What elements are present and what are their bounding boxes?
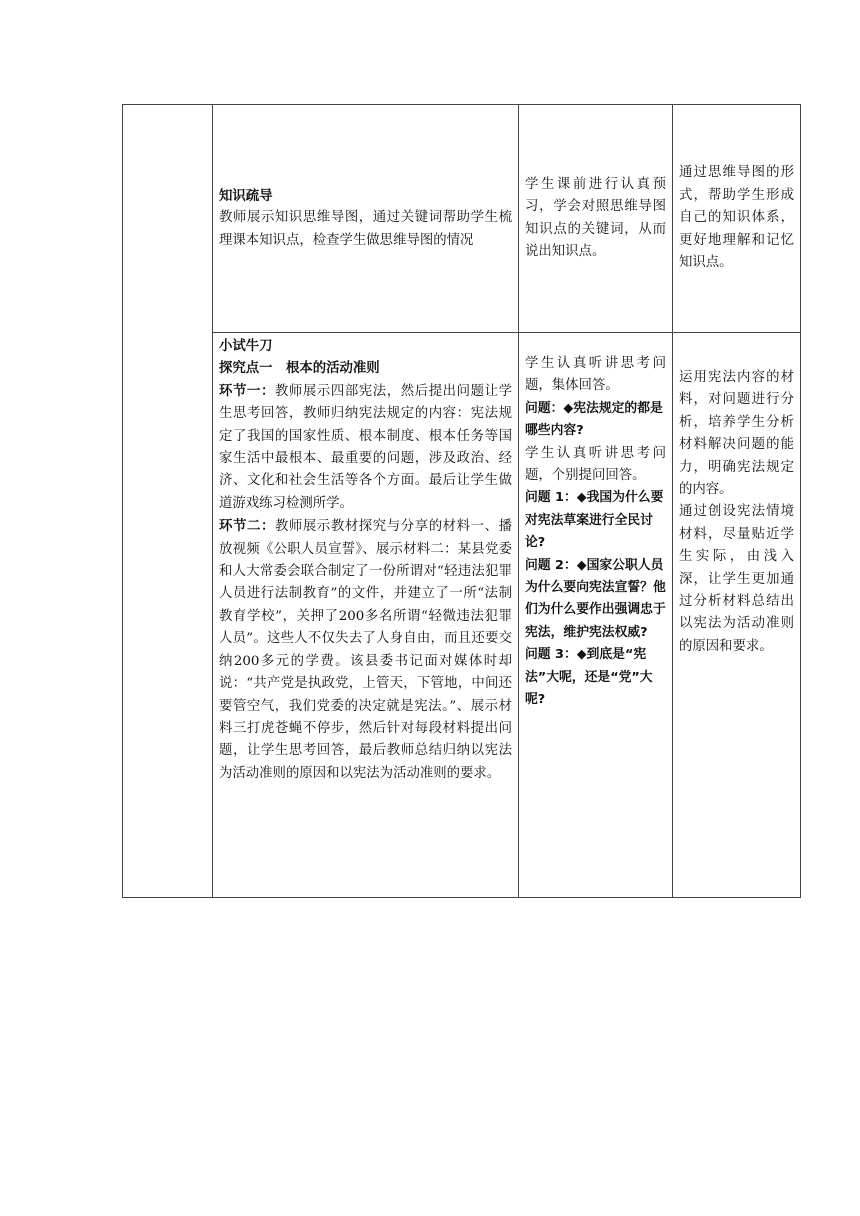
teacher-text: 教师展示知识思维导图，通过关键词帮助学生梳理课本知识点，检查学生做思维导图的情况 bbox=[219, 210, 512, 248]
teacher-segment-1 bbox=[219, 380, 512, 515]
segment-text: 教师展示四部宪法，然后提出问题让学生思考回答，教师归纳宪法规定的内容：宪法规定了我国的国家性质、根本制度、根本任务等国家生活中最根本、最重要的问题，涉及政治、经济、文化和社会生活等各个方面。最后让学生做道游戏练习检测所学。 bbox=[219, 383, 512, 511]
student-text: 学生认真听讲思考问题，个别提问回答。 bbox=[525, 445, 666, 484]
table-row bbox=[123, 105, 801, 333]
teacher-title: 小试牛刀 bbox=[219, 338, 273, 354]
segment-label: 环节二： bbox=[219, 518, 275, 535]
segment-text: 教师展示教材探究与分享的材料一、播放视频《公职人员宣誓》、展示材料二：某县党委和人大常委会联合制定了一份所谓对“轻违法犯罪人员进行法制教育”的文件，并建立了一所“法制教育学校”，关押了200多名所谓“轻微违法犯罪人员”。这些人不仅失去了人身自由，而且还要交纳200多元的学费。该县委书记面对媒体时却说：“共产党是执政党，上管天，下管地，中间还要管空气，我们党委的决定就是宪法。”、展示材料三打虎苍蝇不停步，然后针对每段材料提出问题，让学生思考回答，最后教师总结归纳以宪法为活动准则的原因和以宪法为活动准则的要求。 bbox=[219, 519, 512, 781]
student-text: 学生课前进行认真预习，学会对照思维导图知识点的关键词，从而说出知识点。 bbox=[525, 176, 666, 259]
purpose-text: 通过创设宪法情境材料，尽量贴近学生实际，由浅入深，让学生更加通过分析材料总结出以宪法为活动准则的原因和要求。 bbox=[679, 504, 794, 654]
teacher-activity-cell bbox=[213, 105, 519, 333]
teacher-title: 知识疏导 bbox=[219, 187, 273, 204]
stage-cell bbox=[123, 105, 213, 898]
lesson-plan-table bbox=[122, 104, 801, 898]
table-row bbox=[123, 333, 801, 898]
teacher-subtitle: 探究点一 根本的活动准则 bbox=[219, 360, 380, 377]
student-question: 问题 1：◆我国为什么要对宪法草案进行全民讨论? bbox=[525, 490, 664, 551]
student-text: 学生认真听讲思考问题，集体回答。 bbox=[525, 356, 666, 394]
student-question: 问题：◆宪法规定的都是哪些内容? bbox=[525, 400, 663, 439]
segment-label: 环节一： bbox=[219, 382, 275, 399]
student-activity-cell bbox=[519, 333, 673, 898]
purpose-text: 运用宪法内容的材料，对问题进行分析，培养学生分析材料解决问题的能力，明确宪法规定的内容。 bbox=[679, 370, 794, 498]
student-question: 问题 2：◆国家公职人员为什么要向宪法宣誓？他们为什么要作出强调忠于宪法，维护宪法权威? bbox=[525, 557, 666, 640]
purpose-text: 通过思维导图的形式，帮助学生形成自己的知识体系，更好地理解和记忆知识点。 bbox=[679, 165, 794, 271]
teacher-segment-2 bbox=[219, 515, 512, 785]
student-question: 问题 3：◆到底是“宪法”大呢，还是“党”大呢? bbox=[525, 647, 653, 708]
design-purpose-cell bbox=[673, 105, 801, 333]
design-purpose-cell bbox=[673, 333, 801, 898]
teacher-activity-cell bbox=[213, 333, 519, 898]
student-activity-cell bbox=[519, 105, 673, 333]
